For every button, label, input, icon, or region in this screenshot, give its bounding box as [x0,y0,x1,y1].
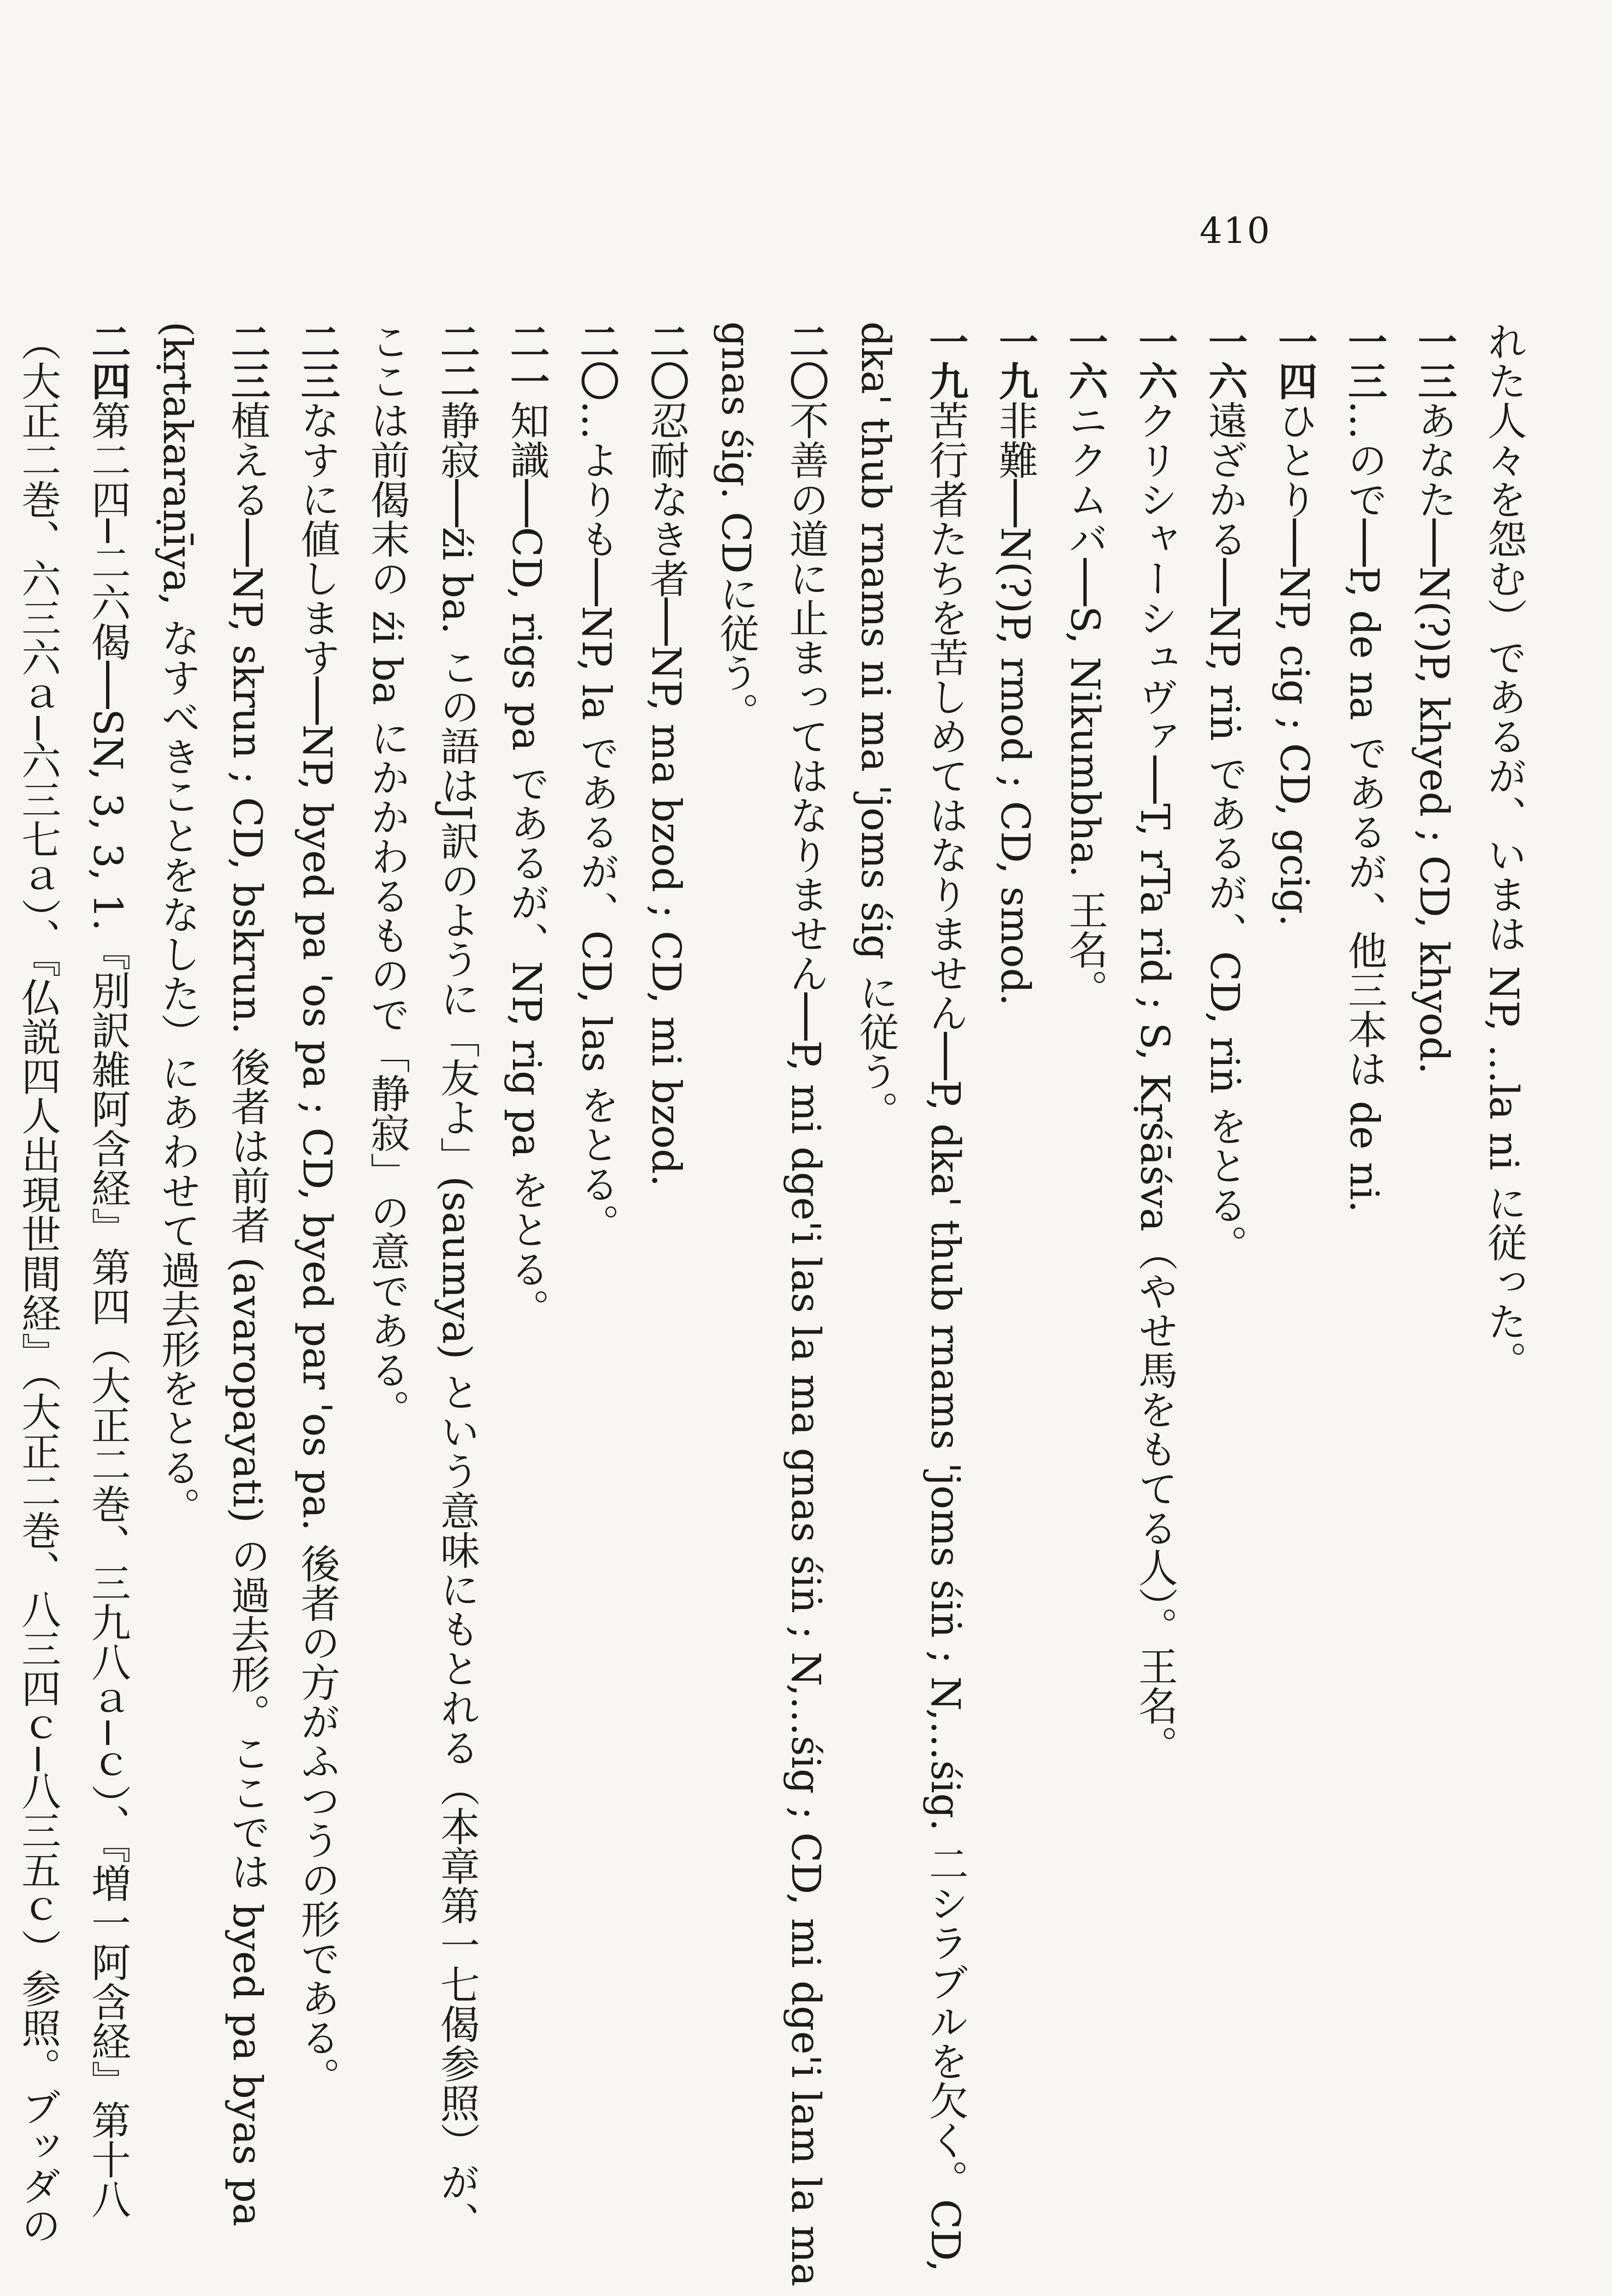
note-line [282,321,352,2186]
note-text: ひとり──NP, cig ; CD, gcig. [1271,400,1317,927]
note-line [631,321,701,2186]
note-line [771,321,840,2287]
page-number: 410 [1200,210,1271,252]
note-line [1259,321,1329,2186]
note-line [980,321,1050,2186]
note-text: dka' thub rnams ni ma 'joms śig に従う。 [852,321,898,1131]
note-text: なすに値します──NP, byed pa 'os pa ; CD, byed par 'os pa. 後者の方がふつうの形である。 [294,400,340,2097]
note-number: 一九 [992,321,1038,400]
note-number: 一四 [1271,321,1318,400]
note-line [1399,321,1469,2186]
note-text: …ので──P, de na であるが、他三本は de ni. [1341,400,1387,1213]
note-line [0,321,3,2186]
note-number: 二一 [503,321,550,400]
note-text: 忍耐なき者──NP, ma bzod ; CD, mi bzod. [643,400,689,1187]
note-number: 二三 [224,321,271,400]
note-number: 二三 [294,321,340,400]
note-line [1120,321,1189,2186]
note-number: 一三 [1341,321,1387,400]
note-text: 植える──NP, skrun ; CD, bskrun. 後者は前者 (avaropayati) の過去形。ここでは byed pa byas pa [224,400,270,2227]
note-number: 二〇 [783,321,829,400]
note-number: 二〇 [573,321,620,400]
note-text: 苦行者たちを苦しめてはなりません──P, dka' thub rnams 'joms śiṅ ; N,…śig. 二シラブルを欠く。CD, [922,400,968,2272]
note-line [1329,321,1399,2186]
note-text: （大正二巻、六三六ａ─六三七ａ）、『仏説四人出現世間経』（大正二巻、八三四ｃ─八三五ｃ）参照。ブッダの [15,321,61,2245]
note-text: 不善の道に止まってはなりません──P, mi dge'i las la ma gnas śiṅ ; N,…śig ; CD, mi dge'i lam la ma [783,400,829,2287]
note-line [352,321,422,2186]
note-number: 一六 [1132,321,1178,400]
note-text: ここは前偈末の źi ba にかかわるもので「静寂」の意である。 [364,321,410,1429]
note-line [910,321,980,2272]
note-line [1469,321,1539,2186]
note-line [840,321,910,2186]
note-number: 一九 [922,321,969,400]
note-number: 一三 [1411,321,1457,400]
note-line [422,321,491,2241]
note-text: 非難──N(?)P, rmod ; CD, smod. [992,400,1038,1006]
note-text: クリシャーシュヴァ──T, rTa rid ; S, Kṛśāśva（やせ馬をもてる人）。王名。 [1132,400,1178,1765]
note-number: 二四 [85,321,131,400]
note-text: 知識──CD, rigs pa であるが、NP, rig pa をとる。 [503,400,549,1328]
note-text: 静寂──źi ba. この語はJ訳のように「友よ」(saumya) という意味にもとれる（本章第一七偈参照）が、 [434,400,479,2241]
note-text: 遠ざかる──NP, riṅ であるが、CD, riṅ をとる。 [1201,400,1247,1264]
notes-text-block [15,321,1539,2287]
note-text: あなた──N(?)P, khyed ; CD, khyod. [1411,400,1457,1075]
note-text: れた人々を怨む）であるが、いまは NP, …la ni に従った。 [1481,321,1527,1381]
note-text: 第二四─二六偈──SN, 3, 3, 1.『別訳雑阿含経』第四（大正二巻、三九八ａ─ｃ）、『増一阿含経』第十八 [85,400,130,2219]
note-line [561,321,631,2186]
note-number: 二二 [434,321,480,400]
note-number: 一六 [1201,321,1248,400]
note-line [1189,321,1259,2186]
note-line [73,321,142,2219]
note-number: 二〇 [643,321,689,400]
note-line [3,321,73,2245]
note-text: …よりも──NP, la であるが、CD, las をとる。 [573,400,619,1243]
note-line [491,321,561,2186]
note-text: ニクムバ──S, Nikumbha. 王名。 [1062,400,1108,1009]
note-text: gnas śig. CDに従う。 [713,321,759,732]
note-line [701,321,771,2186]
note-line [212,321,282,2227]
note-number: 一六 [1062,321,1108,400]
note-line [1050,321,1120,2186]
note-line [142,321,212,2186]
note-text: (kṛtakaraṇīya, なすべきことをなした）にあわせて過去形をとる。 [154,321,200,1526]
